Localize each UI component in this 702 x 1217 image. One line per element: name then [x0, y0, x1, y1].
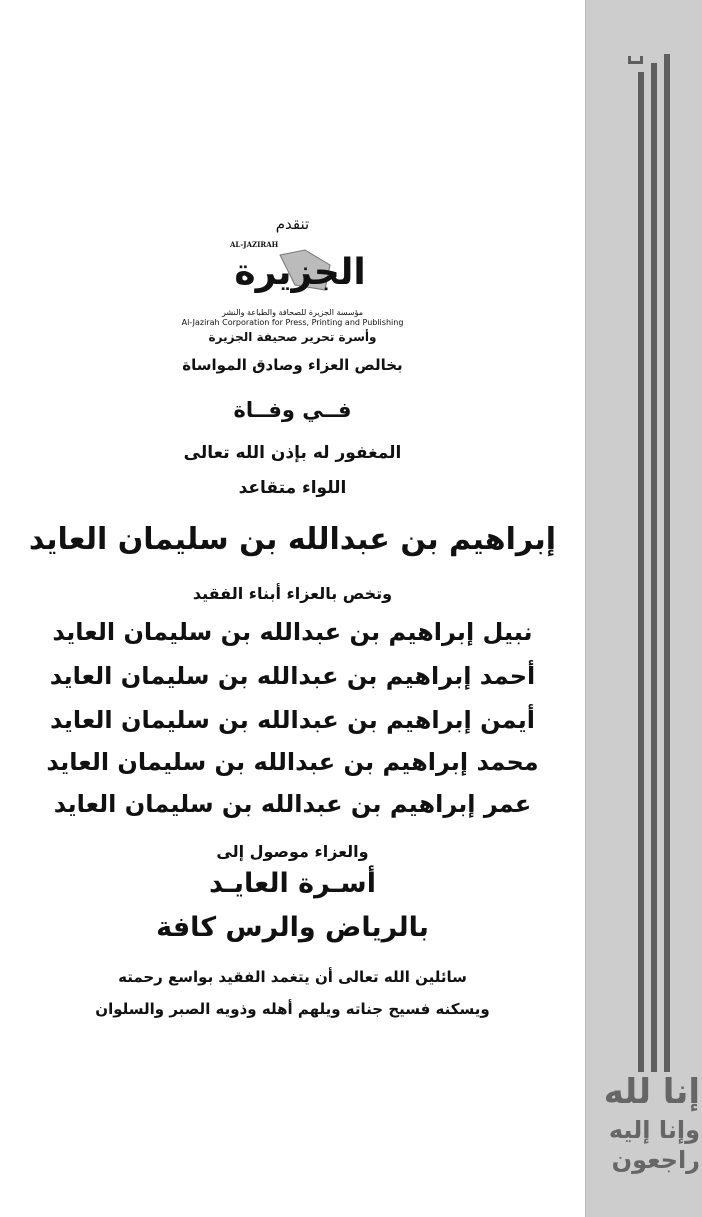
staff-text: وأسرة تحرير صحيفة الجزيرة [208, 330, 377, 344]
vertical-line-ornament [651, 63, 657, 1072]
condolence-text: بخالص العزاء وصادق المواساة [182, 356, 403, 374]
al-jazirah-logo [220, 240, 380, 300]
late-text: المغفور له بإذن الله تعالى [183, 443, 402, 463]
verse-line-1: إنا لله [603, 1072, 700, 1112]
place-text: بالرياض والرس كافة [156, 912, 429, 943]
prayer-line-2: ويسكنه فسيح جناته ويلهم أهله وذويه الصبر والسلوان [95, 1000, 490, 1018]
logo-latin: AL-JAZIRAH [230, 240, 279, 249]
deceased-name: إبراهيم بن عبدالله بن سليمان العايد [28, 522, 557, 557]
vertical-line-ornament [664, 54, 670, 1072]
son-name: عمر إبراهيم بن عبدالله بن سليمان العايد [53, 790, 532, 818]
prayer-line-1: سائلين الله تعالى أن يتغمد الفقيد بواسع رحمته [118, 968, 467, 986]
son-name: محمد إبراهيم بن عبدالله بن سليمان العايد [46, 748, 539, 776]
extended-text: والعزاء موصول إلى [216, 842, 369, 861]
corp-english: Al-Jazirah Corporation for Press, Printing and Publishing [181, 318, 404, 327]
logo-arabic: الجزيرة [234, 252, 366, 293]
corp-arabic: مؤسسة الجزيرة للصحافة والطباعة والنشر [221, 308, 363, 317]
son-name: أيمن إبراهيم بن عبدالله بن سليمان العايد [49, 706, 536, 734]
family-name: أسـرة العايـد [209, 868, 376, 899]
vertical-line-ornament [638, 72, 644, 1072]
presents-text: تنقدم [275, 215, 310, 233]
specifically-text: وتخص بالعزاء أبناء الفقيد [192, 584, 393, 603]
shadda-ornament [628, 56, 643, 64]
rank-text: اللواء متقاعد [238, 478, 347, 498]
son-name: أحمد إبراهيم بن عبدالله بن سليمان العايد [49, 662, 536, 690]
verse-line-2: وإنا إليه [608, 1116, 700, 1144]
verse-line-3: راجعون [611, 1146, 700, 1174]
son-name: نبيل إبراهيم بن عبدالله بن سليمان العايد [52, 618, 533, 646]
death-of-text: فــي وفــاة [233, 398, 352, 422]
